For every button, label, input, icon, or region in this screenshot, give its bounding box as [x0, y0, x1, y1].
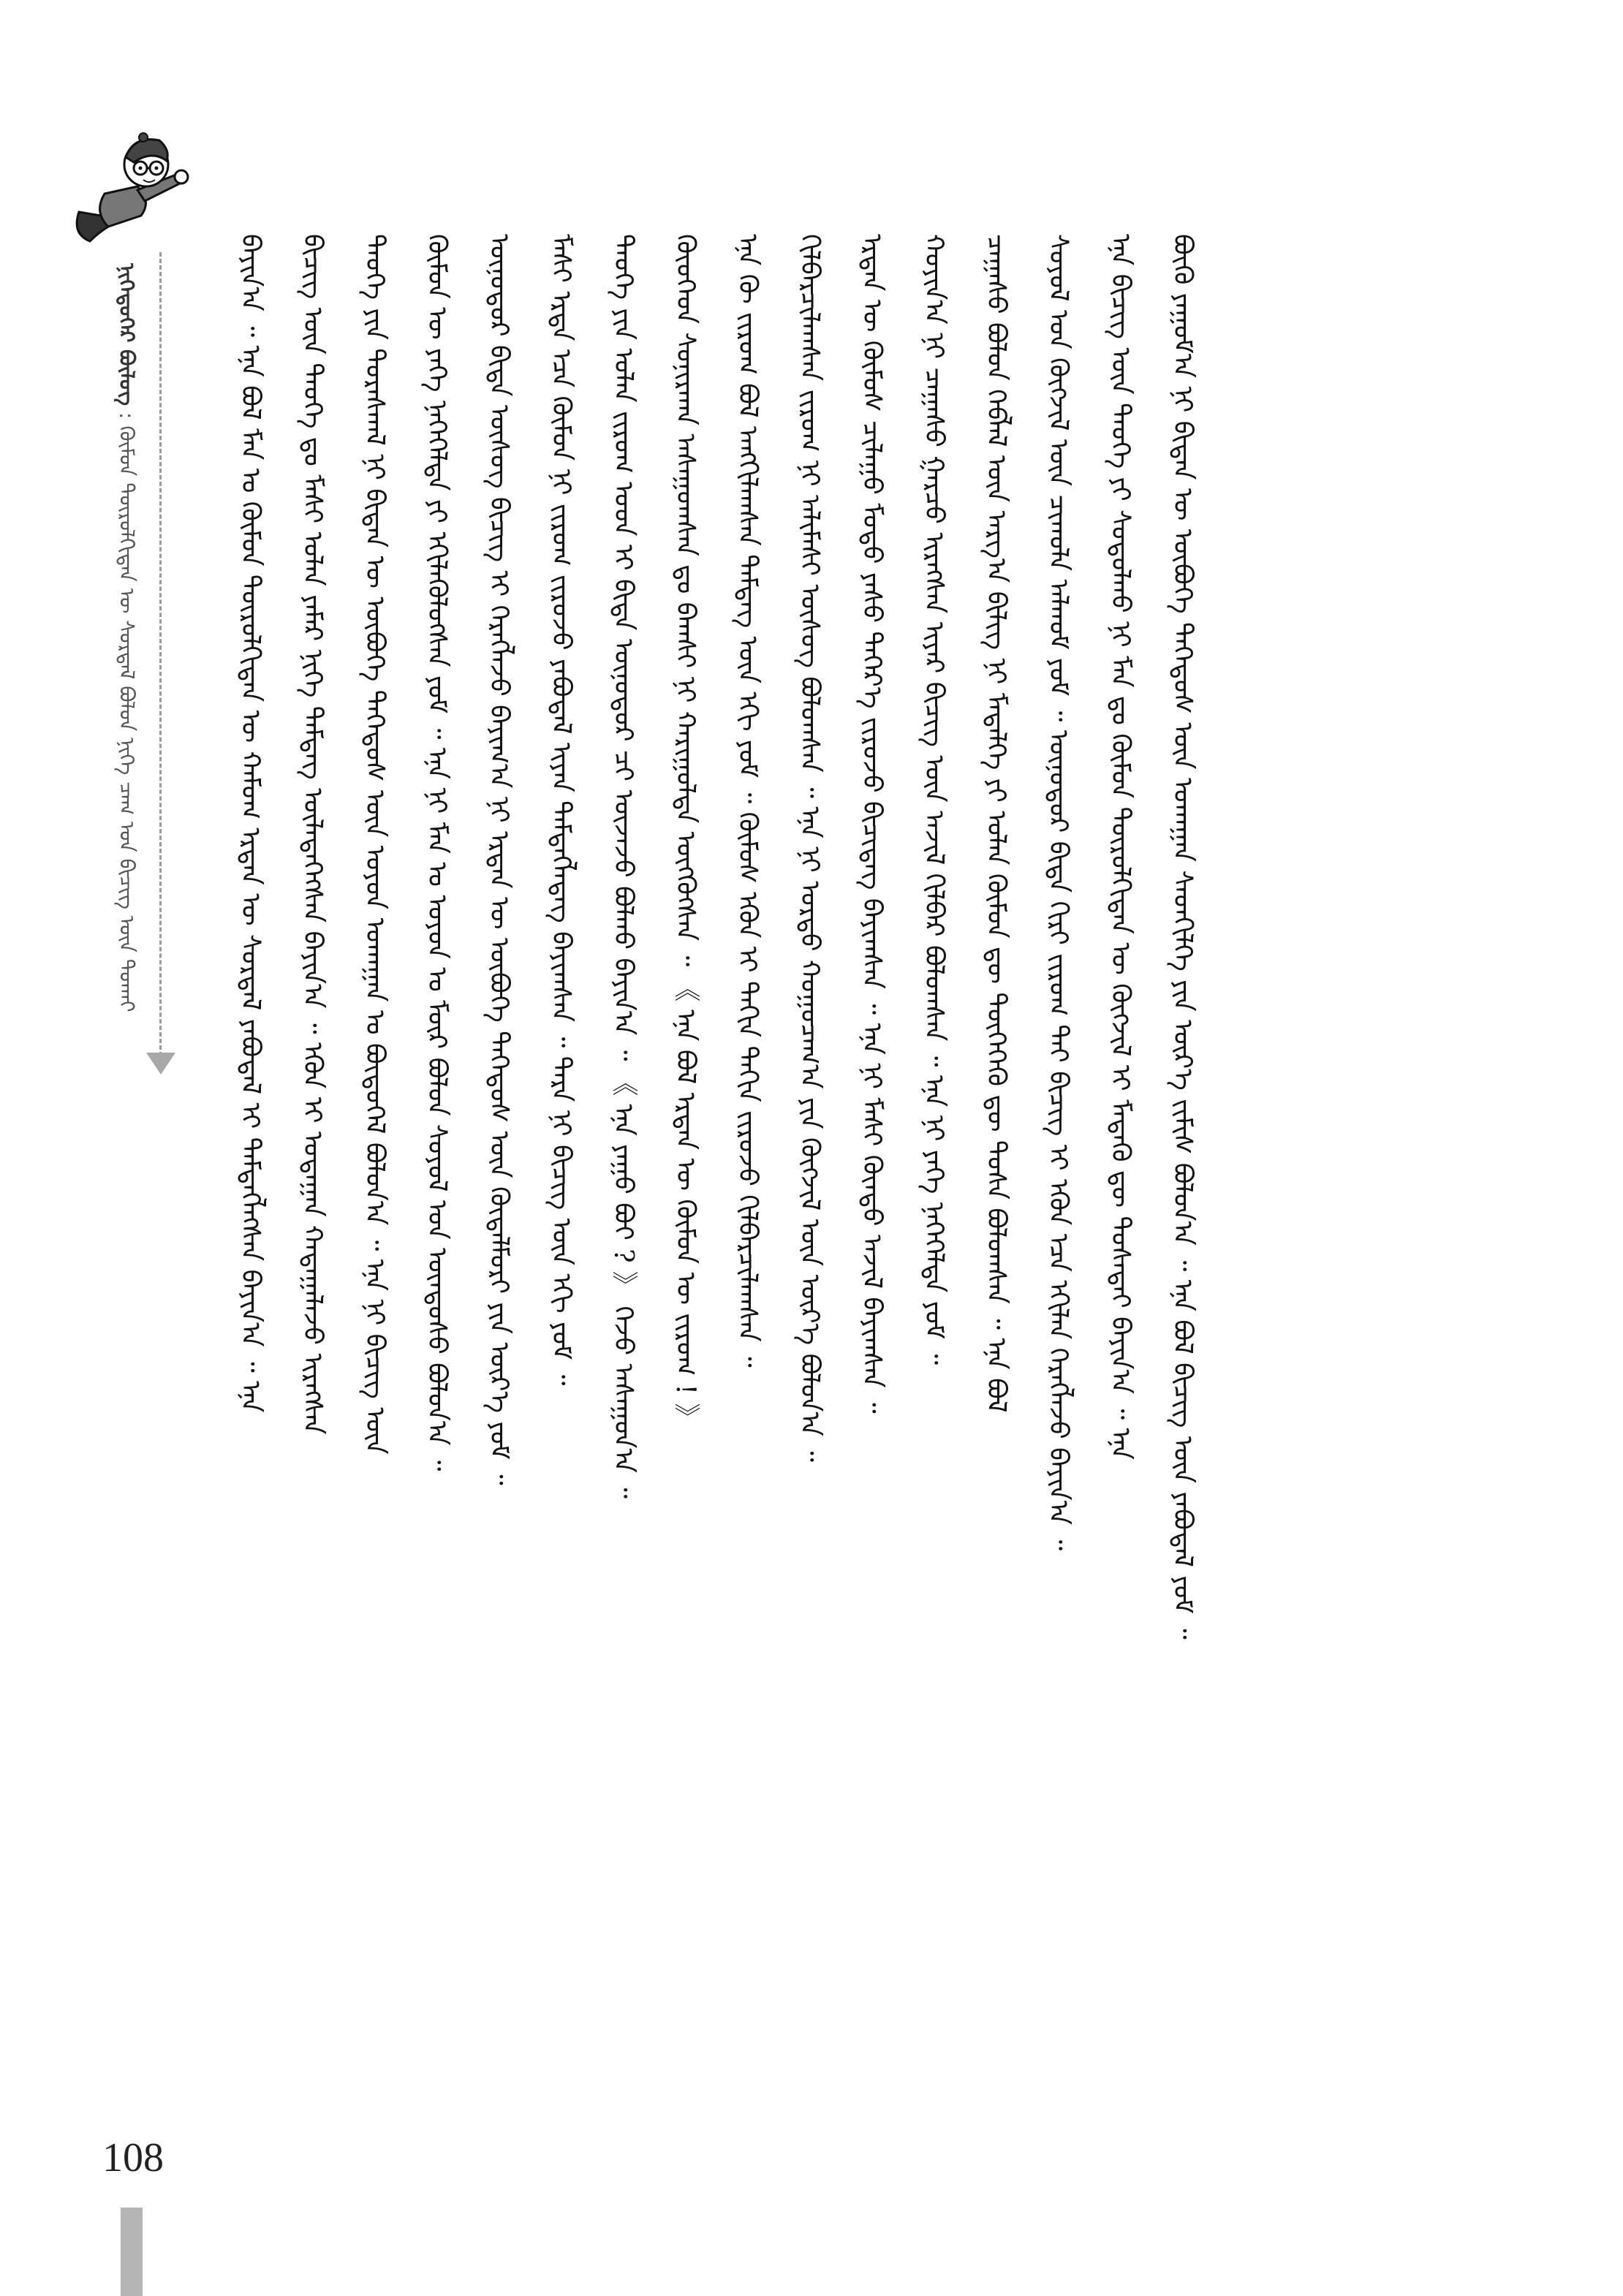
text-line: ᠡᠨᠡ ᠬᠦ ᠵᠢᠷᠤᠭ ᠪᠣᠯ ᠠᠩᠭᠢᠯᠠᠭᠰᠠᠨ ᠲᠡᠮᠳᠡᠭ ᠦᠨ ᠡᠬᠢ ᠶᠤᠮ ᠃ ᠬᠦᠮᠦᠰ ᠡᠭᠦᠨ ᠢ ᠳᠠᠬᠢᠨ ᠳᠠᠬᠢᠨ ᠵᠢᠷᠤᠵᠤ ᠬᠢᠯᠪᠠᠷᠴᠢᠯᠠᠭᠰᠠᠨ ᠃ [733, 234, 763, 1368]
text-line: ᠲᠡᠦᠬᠡ ᠶᠢᠨ ᠳᠤᠷᠠᠰᠬᠠᠯ ᠨᠢ ᠪᠢᠳᠡᠨ ᠦ ᠥᠪᠦᠭᠡ ᠳᠡᠭᠡᠳᠦᠰ ᠦᠨ ᠣᠶᠤᠨ ᠤᠬᠠᠭᠠᠨ ᠤ ᠪᠦᠲᠦᠭᠡᠯ ᠪᠣᠯᠤᠨ᠎ᠠ ᠃ ᠡᠨᠡ ᠨᠢ ᠪᠢᠴᠢᠭ ᠦᠨ [360, 234, 390, 1455]
text-line: ᠬᠦᠮᠦᠨ ᠦ ᠶᠡᠬᠡ ᠨᠡᠭᠡᠭᠡᠯᠲᠡ ᠶᠢ ᠡᠬᠢᠯᠡᠭᠦᠯᠦᠭᠰᠡᠨ ᠶᠤᠮ ᠃ ᠡᠨᠡ ᠨᠢ ᠮᠠᠨ ᠤ ᠣᠶᠤᠨ ᠤ ᠮᠥᠷ ᠪᠣᠯᠤᠨ ᠰᠣᠶᠣᠯ ᠤᠨ ᠦᠨᠳᠦᠰᠦ ᠪᠣᠯᠤᠨ᠎ᠠ ᠃ [422, 234, 452, 1471]
text-line: ᠡᠨᠡ ᠪᠢᠴᠢᠭ ᠦᠨ ᠲᠡᠦᠬᠡ ᠶᠢ ᠰᠤᠳᠤᠯᠬᠤ ᠨᠢ ᠮᠠᠨ ᠳᠤ ᠬᠦᠮᠦᠨ ᠲᠥᠷᠥᠯᠬᠢᠲᠡᠨ ᠦ ᠬᠥᠭᠵᠢᠯ ᠢ ᠮᠡᠳᠡᠬᠦ ᠳᠦ ᠲᠤᠰᠠᠲᠠᠢ ᠪᠠᠶᠢᠨ᠎ᠠ ᠃ ᠡᠨᠡ [1105, 234, 1135, 1460]
text-line: ᠰᠣᠶᠣᠯ ᠤᠨ ᠬᠥᠭᠵᠢᠯ ᠦᠨ ᠴᠢᠬᠤᠯᠠ ᠠᠯᠬᠤᠮ ᠶᠤᠮ ᠃ ᠥᠨᠥᠳᠦᠷ ᠪᠢᠳᠡ ᠬᠢᠷᠢ ᠵᠢᠷᠤᠭ ᠲᠠᠢ ᠪᠢᠴᠢᠭ ᠢ ᠡᠭᠦᠨ ᠡᠴᠡ ᠡᠬᠢᠯᠡᠨ ᠬᠡᠷᠡᠭᠯᠡᠵᠦ ᠪᠠᠶᠢᠨ᠎ᠠ ᠃ [1043, 234, 1073, 1551]
running-header: ᠨᠢᠭᠡᠳᠦᠭᠡᠷ ᠪᠦᠯᠦᠭ : ᠬᠦᠮᠦᠨ ᠲᠥᠷᠥᠯᠬᠢᠲᠡᠨ ᠦ ᠰᠤᠷᠲᠠᠯ ᠪᠤᠯᠤᠨ ᠨᠢᠭᠡ ᠴᠠᠭ ᠤᠨ ᠪᠢᠴᠢᠭ ᠦᠨ ᠲᠤᠬᠠᠢ [115, 263, 139, 1012]
dashed-divider [159, 252, 162, 1056]
boy-with-glasses-flying-icon [64, 124, 211, 249]
text-line: ᠲᠡᠦᠬᠡ ᠶᠢᠨ ᠣᠯᠠᠨ ᠵᠢᠷᠤᠭ ᠤᠳ ᠢ ᠪᠢᠳᠡ ᠥᠨᠥᠳᠦᠷ ᠴᠢ ᠦᠵᠡᠵᠦ ᠪᠣᠯᠬᠤ ᠪᠠᠶᠢᠨ᠎ᠠ ᠃ 《 ᠡᠨᠡ ᠶᠠᠭᠤ ᠪᠤᠢ ? 》 ᠭᠡᠵᠦ ᠠᠰᠠᠭᠤᠨ᠎ᠠ ᠃ [608, 234, 638, 1499]
text-line: ᠬᠢᠯᠪᠠᠷᠴᠢᠯᠠᠭᠰᠠᠨ ᠵᠢᠷᠤᠭ ᠨᠢ ᠠᠯᠢᠮᠠᠰᠢ ᠦᠰᠦᠭ ᠪᠣᠯᠤᠭᠰᠠᠨ ᠃ ᠡᠨᠡ ᠨᠢ ᠤᠷᠲᠤ ᠬᠤᠭᠤᠴᠠᠭ᠎ᠠ ᠶᠢᠨ ᠬᠥᠭᠵᠢᠯ ᠦᠨ ᠦᠷ᠎ᠡ ᠪᠣᠯᠤᠨ᠎ᠠ ᠃ [795, 234, 825, 1462]
text-line: ᠥᠨᠥᠳᠦᠷ ᠪᠢᠳᠡ ᠦᠰᠦᠭ ᠪᠢᠴᠢᠭ ᠢ ᠬᠡᠷᠡᠭᠯᠡᠵᠦ ᠪᠠᠶᠢᠭ᠎ᠠ ᠨᠢ ᠡᠷᠲᠡᠨ ᠦ ᠥᠪᠦᠭᠡ ᠳᠡᠭᠡᠳᠦᠰ ᠦᠨ ᠬᠥᠳᠡᠯᠮᠦᠷᠢ ᠶᠢᠨ ᠦᠷ᠎ᠡ ᠶᠤᠮ ᠃ [484, 234, 514, 1485]
text-line: ᠡᠷᠲᠡᠨ ᠦ ᠬᠦᠮᠦᠰ ᠴᠢᠯᠠᠭᠤ ᠮᠣᠳᠣ ᠶᠠᠰᠤ ᠳᠡᠭᠡᠷ᠎ᠡ ᠵᠢᠷᠤᠵᠤ ᠪᠢᠴᠢᠳᠡᠭ ᠪᠠᠶᠢᠭᠰᠠᠨ ᠃ ᠡᠨᠡ ᠨᠢ ᠮᠠᠰᠢ ᠬᠦᠨᠳᠦ ᠠᠵᠢᠯ ᠪᠠᠶᠢᠭᠰᠠᠨ ᠃ [857, 234, 887, 1414]
margin-tab [121, 2208, 143, 2296]
page-number: 108 [102, 2135, 164, 2181]
text-line: ᠪᠦᠬᠦ ᠶᠠᠭᠤᠮ᠎ᠠ ᠨᠢ ᠪᠢᠳᠡᠨ ᠦ ᠥᠪᠦᠭᠡ ᠳᠡᠭᠡᠳᠦᠰ ᠦᠨ ᠤᠬᠠᠭᠠᠨ ᠰᠡᠳᠬᠢᠯᠭᠡ ᠶᠢᠨ ᠦᠷ᠎ᠡ ᠵᠢᠮᠢᠰ ᠪᠣᠯᠤᠨ᠎ᠠ ᠃ ᠡᠨᠡ ᠪᠣᠯ ᠪᠢᠴᠢᠭ ᠦᠨ ᠶᠠᠪᠤᠳᠠᠯ ᠶᠤᠮ ᠃ [1168, 234, 1198, 1640]
running-header-title: ᠬᠦᠮᠦᠨ ᠲᠥᠷᠥᠯᠬᠢᠲᠡᠨ ᠦ ᠰᠤᠷᠲᠠᠯ ᠪᠤᠯᠤᠨ ᠨᠢᠭᠡ ᠴᠠᠭ ᠤᠨ ᠪᠢᠴᠢᠭ ᠦᠨ ᠲᠤᠬᠠᠢ [115, 425, 139, 1012]
text-line: ᠮᠠᠰᠢ ᠡᠷᠲᠡ ᠡᠴᠡ ᠬᠦᠮᠦᠨ ᠨᠢ ᠵᠢᠷᠤᠭ ᠵᠢᠷᠤᠵᠤ ᠶᠠᠪᠤᠳᠠᠯ ᠢᠶᠠᠨ ᠲᠡᠮᠳᠡᠭᠯᠡᠳᠡᠭ ᠪᠠᠶᠢᠭᠰᠠᠨ ᠃ ᠲᠡᠷᠡ ᠨᠢ ᠪᠢᠴᠢᠭ ᠦᠨ ᠡᠬᠢ ᠶᠤᠮ ᠃ [546, 234, 576, 1386]
text-line: ᠪᠠᠶᠢᠨ᠎ᠠ ᠃ ᠡᠨᠡ ᠪᠣᠯ ᠮᠠᠨ ᠤ ᠬᠦᠮᠦᠨ ᠲᠥᠷᠥᠯᠬᠢᠲᠡᠨ ᠦ ᠬᠠᠮᠤᠭ ᠡᠷᠲᠡᠨ ᠦ ᠰᠤᠷᠲᠠᠯ ᠶᠠᠪᠤᠳᠠᠯ ᠢ ᠲᠡᠮᠳᠡᠭᠯᠡᠭᠰᠡᠨ ᠪᠠᠶᠢᠨ᠎ᠠ ᠃ ᠡᠨᠡ [235, 234, 265, 1413]
text-line: ᠬᠦᠦᠬᠡᠳ ᠰᠣᠨᠢᠷᠬᠠᠨ ᠠᠰᠠᠭᠤᠭᠰᠠᠨ ᠳᠤ ᠪᠠᠭᠰᠢ ᠨᠢ ᠬᠠᠷᠢᠭᠤᠯᠲᠠ ᠥᠭᠭᠦᠭᠰᠡᠨ ᠃ 《 ᠡᠨᠡ ᠪᠣᠯ ᠡᠷᠲᠡᠨ ᠦ ᠬᠦᠮᠦᠨ ᠦ ᠵᠢᠷᠤᠭ ! 》 [670, 234, 700, 1430]
triangle-marker-icon [146, 1053, 175, 1075]
text-line: ᠬᠣᠶᠢᠨ᠎ᠠ ᠨᠢ ᠴᠠᠭᠠᠰᠤ ᠭᠠᠷᠴᠤ ᠢᠷᠡᠭᠰᠡᠨ ᠢᠶᠡᠷ ᠪᠢᠴᠢᠭ ᠦᠨ ᠠᠵᠢᠯ ᠬᠢᠯᠪᠠᠷ ᠪᠣᠯᠤᠭᠰᠠᠨ ᠃ ᠡᠨᠡ ᠨᠢ ᠶᠡᠬᠡ ᠨᠡᠭᠡᠭᠡᠯᠲᠡ ᠶᠤᠮ ᠃ [919, 234, 949, 1365]
body-text [219, 234, 1462, 2193]
text-line: ᠴᠠᠭᠠᠰᠤ ᠪᠣᠯᠤᠨ ᠬᠡᠪᠯᠡᠯ ᠦᠨ ᠠᠷᠭ᠎ᠠ ᠪᠢᠯᠢᠭ ᠨᠢ ᠮᠡᠳᠡᠯᠭᠡ ᠶᠢ ᠣᠯᠠᠨ ᠬᠦᠮᠦᠨ ᠳᠦ ᠲᠦᠭᠡᠭᠡᠬᠦ ᠳᠦ ᠲᠤᠰᠠ ᠪᠣᠯᠤᠭᠰᠠᠨ ᠃ ᠡᠨᠡ ᠪᠣᠯ [981, 234, 1011, 1413]
running-header-chapter: ᠨᠢᠭᠡᠳᠦᠭᠡᠷ ᠪᠦᠯᠦᠭ [115, 263, 139, 406]
text-line: ᠪᠢᠴᠢᠭ ᠦᠨ ᠲᠡᠦᠬᠡ ᠳᠤ ᠮᠠᠰᠢ ᠣᠯᠠᠨ ᠶᠠᠮᠠᠷ ᠨᠢᠭᠡ ᠲᠡᠮᠳᠡᠭ ᠦᠯᠡᠳᠡᠭᠡᠭᠰᠡᠨ ᠪᠠᠶᠢᠨ᠎ᠠ ᠃ ᠡᠭᠦᠨ ᠢ ᠤᠳᠠᠭᠠᠨ ᠬᠠᠳᠠᠭᠠᠯᠠᠵᠤ ᠢᠷᠡᠭᠰᠡᠨ [298, 234, 328, 1435]
